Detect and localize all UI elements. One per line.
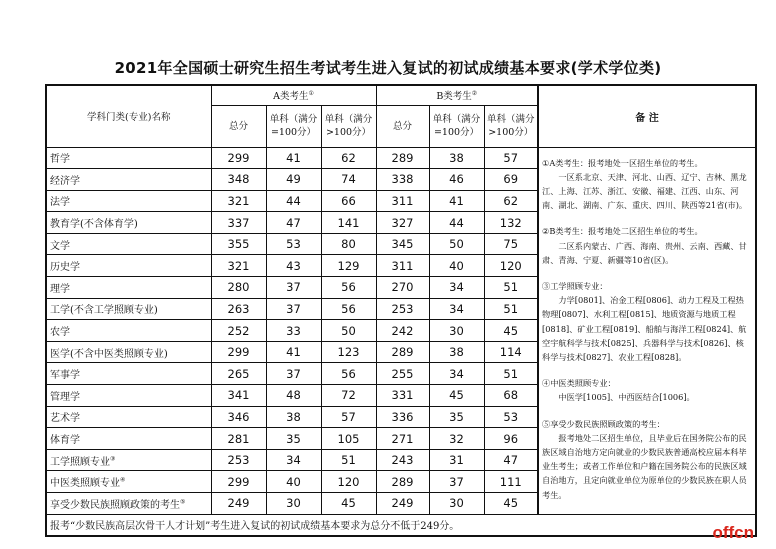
subject-name-text: 工学(不含工学照顾专业) <box>50 305 158 317</box>
b-score-cell: 338 <box>376 169 429 191</box>
offcn-watermark: offcn <box>712 523 754 542</box>
a-score-cell: 337 <box>211 212 266 234</box>
a-score-cell: 299 <box>211 147 266 169</box>
b-score-cell: 44 <box>429 212 484 234</box>
a-score-cell: 348 <box>211 169 266 191</box>
b-score-cell: 51 <box>484 277 538 299</box>
a-score-cell: 346 <box>211 406 266 428</box>
b-single-over100-header: 单科（满分>100分） <box>484 105 538 147</box>
a-score-cell: 72 <box>321 385 376 407</box>
score-table <box>45 84 757 537</box>
subject-name-text: 农学 <box>50 327 70 339</box>
b-score-cell: 37 <box>429 471 484 493</box>
note-head: ①A类考生：报考地处一区招生单位的考生。 <box>542 157 703 168</box>
notes-cell <box>538 147 756 514</box>
b-score-cell: 255 <box>376 363 429 385</box>
b-score-cell: 38 <box>429 147 484 169</box>
a-score-cell: 253 <box>211 449 266 471</box>
b-score-cell: 30 <box>429 320 484 342</box>
b-score-cell: 68 <box>484 385 538 407</box>
note-head: ②B类考生：报考地处二区招生单位的考生。 <box>542 226 703 237</box>
note-head: ③工学照顾专业： <box>542 280 608 291</box>
note-item <box>542 224 751 267</box>
subject-name-text: 享受少数民族照顾政策的考生 <box>50 499 180 511</box>
a-score-cell: 105 <box>321 428 376 450</box>
b-score-cell: 242 <box>376 320 429 342</box>
a-score-cell: 66 <box>321 190 376 212</box>
subject-name <box>46 277 211 299</box>
group-a-header <box>211 85 376 105</box>
b-score-cell: 40 <box>429 255 484 277</box>
a-score-cell: 299 <box>211 471 266 493</box>
a-score-cell: 341 <box>211 385 266 407</box>
a-score-cell: 41 <box>266 147 321 169</box>
note-body: 二区系内蒙古、广西、海南、贵州、云南、西藏、甘肃、青海、宁夏、新疆等10省(区)。 <box>542 240 747 265</box>
group-b-header <box>376 85 538 105</box>
b-score-cell: 289 <box>376 471 429 493</box>
b-score-cell: 331 <box>376 385 429 407</box>
a-score-cell: 50 <box>321 320 376 342</box>
subject-name-text: 历史学 <box>50 262 80 274</box>
b-single100-header: 单科（满分=100分） <box>429 105 484 147</box>
b-score-cell: 47 <box>484 449 538 471</box>
a-score-cell: 37 <box>266 277 321 299</box>
subject-name <box>46 406 211 428</box>
subject-name-text: 哲学 <box>50 154 70 166</box>
b-score-cell: 62 <box>484 190 538 212</box>
note-body: 中医学[1005]、中西医结合[1006]。 <box>558 392 695 403</box>
group-a-sup: ① <box>308 90 314 98</box>
subject-name-text: 中医类照顾专业 <box>50 478 120 490</box>
a-score-cell: 33 <box>266 320 321 342</box>
b-score-cell: 336 <box>376 406 429 428</box>
subject-header-label: 学科门类(专业)名称 <box>87 112 171 124</box>
b-score-cell: 32 <box>429 428 484 450</box>
b-score-cell: 45 <box>429 385 484 407</box>
subject-name <box>46 320 211 342</box>
a-score-cell: 321 <box>211 255 266 277</box>
a-score-cell: 38 <box>266 406 321 428</box>
a-score-cell: 43 <box>266 255 321 277</box>
b-score-cell: 45 <box>484 320 538 342</box>
a-score-cell: 40 <box>266 471 321 493</box>
b-score-cell: 311 <box>376 255 429 277</box>
b-score-cell: 270 <box>376 277 429 299</box>
note-body: 一区系北京、天津、河北、山西、辽宁、吉林、黑龙江、上海、江苏、浙江、安徽、福建、江西、山东、河南、湖北、湖南、广东、重庆、四川、陕西等21省(市)。 <box>542 171 748 211</box>
b-score-cell: 311 <box>376 190 429 212</box>
subject-name <box>46 255 211 277</box>
a-score-cell: 249 <box>211 493 266 515</box>
subject-name <box>46 449 211 471</box>
subject-name <box>46 233 211 255</box>
b-score-cell: 271 <box>376 428 429 450</box>
a-score-cell: 34 <box>266 449 321 471</box>
footer-note: 报考“少数民族高层次骨干人才计划”考生进入复试的初试成绩基本要求为总分不低于249分。 <box>46 514 756 536</box>
a-score-cell: 123 <box>321 341 376 363</box>
b-score-cell: 46 <box>429 169 484 191</box>
b-score-cell: 327 <box>376 212 429 234</box>
a-score-cell: 53 <box>266 233 321 255</box>
b-score-cell: 41 <box>429 190 484 212</box>
b-score-cell: 57 <box>484 147 538 169</box>
a-score-cell: 48 <box>266 385 321 407</box>
note-body: 报考地处二区招生单位，且毕业后在国务院公布的民族区域自治地方定向就业的少数民族普通高校应届本科毕业生考生；或者工作单位和户籍在国务院公布的民族区域自治地方，且定向就业单位为原单位的少数民族在职人员考生。 <box>542 432 747 500</box>
group-a-label: A类考生 <box>273 91 309 103</box>
b-score-cell: 34 <box>429 363 484 385</box>
note-item <box>542 279 751 364</box>
subject-header <box>46 85 211 147</box>
a-score-cell: 265 <box>211 363 266 385</box>
subject-name <box>46 298 211 320</box>
b-score-cell: 111 <box>484 471 538 493</box>
subject-name-text: 教育学(不含体育学) <box>50 219 138 231</box>
a-score-cell: 120 <box>321 471 376 493</box>
note-head: ⑤享受少数民族照顾政策的考生： <box>542 418 665 429</box>
b-score-cell: 51 <box>484 363 538 385</box>
a-total-header: 总分 <box>211 105 266 147</box>
a-score-cell: 321 <box>211 190 266 212</box>
a-score-cell: 57 <box>321 406 376 428</box>
a-score-cell: 129 <box>321 255 376 277</box>
a-score-cell: 47 <box>266 212 321 234</box>
a-score-cell: 355 <box>211 233 266 255</box>
a-score-cell: 44 <box>266 190 321 212</box>
subject-name <box>46 471 211 493</box>
b-score-cell: 34 <box>429 298 484 320</box>
b-score-cell: 114 <box>484 341 538 363</box>
a-score-cell: 56 <box>321 363 376 385</box>
a-score-cell: 299 <box>211 341 266 363</box>
subject-sup: ④ <box>120 476 126 484</box>
b-score-cell: 120 <box>484 255 538 277</box>
note-item <box>542 376 751 404</box>
a-score-cell: 263 <box>211 298 266 320</box>
a-score-cell: 141 <box>321 212 376 234</box>
a-score-cell: 35 <box>266 428 321 450</box>
subject-name <box>46 169 211 191</box>
table-row <box>46 147 756 169</box>
b-score-cell: 243 <box>376 449 429 471</box>
page-title: 2021年全国硕士研究生招生考试考生进入复试的初试成绩基本要求(学术学位类) <box>114 59 662 77</box>
a-score-cell: 56 <box>321 298 376 320</box>
a-score-cell: 37 <box>266 363 321 385</box>
subject-name <box>46 190 211 212</box>
subject-name <box>46 428 211 450</box>
b-score-cell: 249 <box>376 493 429 515</box>
b-score-cell: 289 <box>376 147 429 169</box>
subject-name <box>46 147 211 169</box>
b-score-cell: 34 <box>429 277 484 299</box>
subject-name-text: 理学 <box>50 283 70 295</box>
note-item <box>542 156 751 213</box>
subject-name-text: 工学照顾专业 <box>50 456 110 468</box>
b-score-cell: 289 <box>376 341 429 363</box>
b-score-cell: 253 <box>376 298 429 320</box>
note-body: 力学[0801]、冶金工程[0806]、动力工程及工程热物理[0807]、水利工程[0815]、地质资源与地质工程[0818]、矿业工程[0819]、船舶与海洋工程[0824]、航空宇航科学与技术[0825]、兵器科学与技术[0826]、核科学与技术[0827]、农业工程[0828]。 <box>542 295 747 362</box>
subject-sup: ③ <box>110 455 116 463</box>
a-single100-header: 单科（满分=100分） <box>266 105 321 147</box>
subject-name <box>46 385 211 407</box>
b-score-cell: 96 <box>484 428 538 450</box>
b-score-cell: 30 <box>429 493 484 515</box>
b-score-cell: 53 <box>484 406 538 428</box>
note-item <box>542 417 751 502</box>
a-score-cell: 37 <box>266 298 321 320</box>
subject-name-text: 管理学 <box>50 391 80 403</box>
b-score-cell: 51 <box>484 298 538 320</box>
subject-name <box>46 212 211 234</box>
subject-name-text: 体育学 <box>50 435 80 447</box>
a-score-cell: 45 <box>321 493 376 515</box>
a-score-cell: 80 <box>321 233 376 255</box>
a-single-over100-header: 单科（满分>100分） <box>321 105 376 147</box>
b-score-cell: 50 <box>429 233 484 255</box>
a-score-cell: 280 <box>211 277 266 299</box>
notes-header: 备 注 <box>538 85 756 147</box>
a-score-cell: 62 <box>321 147 376 169</box>
b-score-cell: 69 <box>484 169 538 191</box>
group-b-label: B类考生 <box>436 91 472 103</box>
subject-name-text: 法学 <box>50 197 70 209</box>
b-score-cell: 31 <box>429 449 484 471</box>
a-score-cell: 41 <box>266 341 321 363</box>
subject-name-text: 经济学 <box>50 175 80 187</box>
subject-name-text: 文学 <box>50 240 70 252</box>
a-score-cell: 74 <box>321 169 376 191</box>
subject-name <box>46 363 211 385</box>
b-score-cell: 38 <box>429 341 484 363</box>
a-score-cell: 49 <box>266 169 321 191</box>
subject-name-text: 军事学 <box>50 370 80 382</box>
a-score-cell: 51 <box>321 449 376 471</box>
note-head: ④中医类照顾专业： <box>542 378 616 389</box>
subject-name <box>46 341 211 363</box>
subject-name-text: 医学(不含中医类照顾专业) <box>50 348 168 360</box>
b-score-cell: 75 <box>484 233 538 255</box>
a-score-cell: 281 <box>211 428 266 450</box>
group-b-sup: ② <box>471 90 478 98</box>
b-score-cell: 45 <box>484 493 538 515</box>
a-score-cell: 252 <box>211 320 266 342</box>
b-total-header: 总分 <box>376 105 429 147</box>
b-score-cell: 345 <box>376 233 429 255</box>
b-score-cell: 35 <box>429 406 484 428</box>
subject-name <box>46 493 211 515</box>
a-score-cell: 56 <box>321 277 376 299</box>
b-score-cell: 132 <box>484 212 538 234</box>
a-score-cell: 30 <box>266 493 321 515</box>
subject-name-text: 艺术学 <box>50 413 80 425</box>
subject-sup: ⑤ <box>180 498 186 506</box>
